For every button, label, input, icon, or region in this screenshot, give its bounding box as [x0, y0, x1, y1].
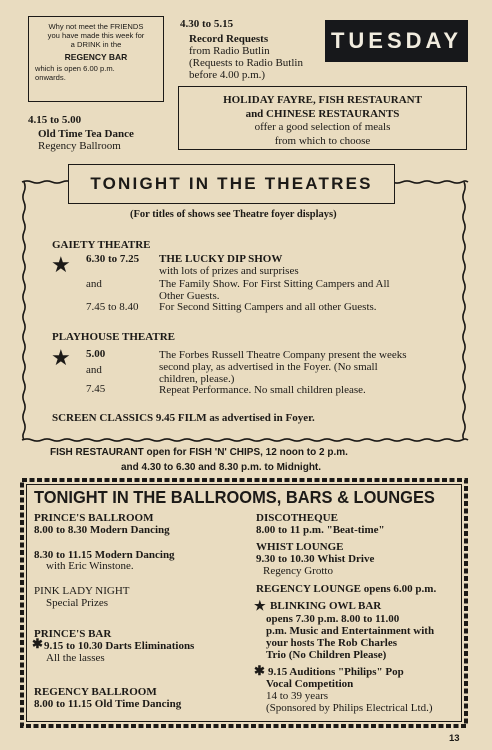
star-icon: ★: [51, 345, 71, 370]
tea-dance-venue: Regency Ballroom: [38, 140, 121, 152]
pink-lady-line: Special Prizes: [46, 597, 109, 609]
star-icon: ★: [51, 252, 71, 277]
regency-ballroom-line: 8.00 to 11.15 Old Time Dancing: [34, 698, 182, 710]
auditions-line-3: 14 to 39 years: [266, 690, 329, 702]
star-icon: ★: [254, 598, 266, 613]
owl-line-3: your hosts The Rob Charles: [266, 637, 398, 649]
regency-bar-heading: REGENCY BAR: [64, 52, 128, 62]
holiday-fayre-box: [178, 86, 467, 150]
friends-line-2: you have made this week for: [47, 31, 145, 40]
ballrooms-title: TONIGHT IN THE BALLROOMS, BARS & LOUNGES: [34, 487, 435, 507]
whist-lounge-heading: WHIST LOUNGE: [256, 541, 344, 553]
owl-line-1: opens 7.30 p.m. 8.00 to 11.00: [266, 613, 400, 625]
gaiety-line-2: The Family Show. For First Sitting Campers and All: [159, 278, 390, 290]
fish-restaurant-line-2: and 4.30 to 6.30 and 8.30 p.m. to Midnight.: [121, 462, 322, 473]
gaiety-line-3: Other Guests.: [159, 290, 220, 302]
princes-ballroom-heading: PRINCE'S BALLROOM: [34, 512, 154, 524]
record-requests-line-2: (Requests to Radio Butlin: [189, 57, 303, 69]
record-requests-line-1: from Radio Butlin: [189, 45, 270, 57]
screen-classics-line: SCREEN CLASSICS 9.45 FILM as advertised in Foyer.: [52, 412, 315, 424]
whist-line-2: Regency Grotto: [263, 565, 333, 577]
princes-ballroom-line-3: with Eric Winstone.: [46, 560, 134, 572]
gaiety-heading: GAIETY THEATRE: [52, 239, 151, 251]
record-requests-line-3: before 4.00 p.m.): [189, 69, 266, 81]
pink-lady-heading: PINK LADY NIGHT: [34, 585, 130, 597]
regency-lounge-line: REGENCY LOUNGE opens 6.00 p.m.: [256, 583, 437, 595]
auditions-line-2: Vocal Competition: [266, 678, 354, 690]
discotheque-heading: DISCOTHEQUE: [256, 512, 338, 524]
princes-ballroom-line-2: 8.30 to 11.15 Modern Dancing: [34, 549, 175, 561]
playhouse-line-3: children, please.): [159, 373, 235, 385]
record-requests-time: 4.30 to 5.15: [180, 18, 234, 30]
regency-ballroom-heading: REGENCY BALLROOM: [34, 686, 157, 698]
record-requests-title: Record Requests: [189, 33, 269, 45]
gaiety-and: and: [86, 278, 102, 290]
auditions-line-4: (Sponsored by Philips Electrical Ltd.): [266, 702, 433, 714]
playhouse-and: and: [86, 364, 102, 376]
gaiety-time-1: 6.30 to 7.25: [86, 253, 140, 265]
playhouse-time-2: 7.45: [86, 383, 106, 395]
holiday-line-1: offer a good selection of meals: [254, 121, 391, 133]
princes-bar-heading: PRINCE'S BAR: [34, 628, 112, 640]
day-banner: TUESDAY: [325, 20, 468, 62]
regency-bar-notice: [28, 16, 164, 102]
friends-line-1: Why not meet the FRIENDS: [48, 22, 144, 31]
playhouse-time-1: 5.00: [86, 348, 106, 360]
holiday-title-2: and CHINESE RESTAURANTS: [245, 107, 400, 120]
discotheque-line: 8.00 to 11 p.m. "Beat-time": [256, 524, 385, 536]
playhouse-line-1: The Forbes Russell Theatre Company present the weeks: [159, 349, 407, 361]
gaiety-line-4: For Second Sitting Campers and all other Guests.: [159, 301, 377, 313]
playhouse-heading: PLAYHOUSE THEATRE: [52, 331, 175, 343]
page-number: 13: [449, 733, 460, 744]
owl-line-2: p.m. Music and Entertainment with: [266, 625, 435, 637]
gaiety-show-title: THE LUCKY DIP SHOW: [159, 253, 283, 265]
owl-line-4: Trio (No Children Please): [266, 649, 387, 661]
tea-dance-time: 4.15 to 5.00: [28, 114, 82, 126]
holiday-title-1: HOLIDAY FAYRE, FISH RESTAURANT: [223, 94, 422, 106]
playhouse-line-4: Repeat Performance. No small children please.: [159, 384, 366, 396]
friends-line-5: onwards.: [35, 73, 66, 82]
theatres-subtitle: (For titles of shows see Theatre foyer displays): [130, 209, 337, 220]
fish-restaurant-line-1: FISH RESTAURANT open for FISH 'N' CHIPS, 12 noon to 2 p.m.: [50, 447, 348, 458]
star-icon: ✱: [32, 636, 43, 651]
theatres-title: TONIGHT IN THE THEATRES: [68, 164, 395, 204]
playhouse-line-2: second play, as advertised in the Foyer. (No small: [159, 361, 378, 373]
princes-bar-line-2: All the lasses: [46, 652, 105, 664]
friends-line-4: which is open 6.00 p.m.: [35, 64, 115, 73]
holiday-line-2: from which to choose: [274, 134, 371, 147]
tea-dance-title: Old Time Tea Dance: [38, 128, 134, 140]
whist-line-1: 9.30 to 10.30 Whist Drive: [256, 553, 375, 565]
auditions-line-1: 9.15 Auditions "Philips" Pop: [268, 666, 404, 678]
gaiety-line-1: with lots of prizes and surprises: [159, 265, 299, 277]
princes-bar-line-1: 9.15 to 10.30 Darts Eliminations: [44, 640, 195, 652]
gaiety-time-2: 7.45 to 8.40: [86, 301, 139, 313]
blinking-owl-heading: BLINKING OWL BAR: [270, 600, 382, 612]
princes-ballroom-line-1: 8.00 to 8.30 Modern Dancing: [34, 524, 170, 536]
friends-line-3: a DRINK in the: [70, 40, 122, 49]
star-icon: ✱: [254, 663, 265, 678]
